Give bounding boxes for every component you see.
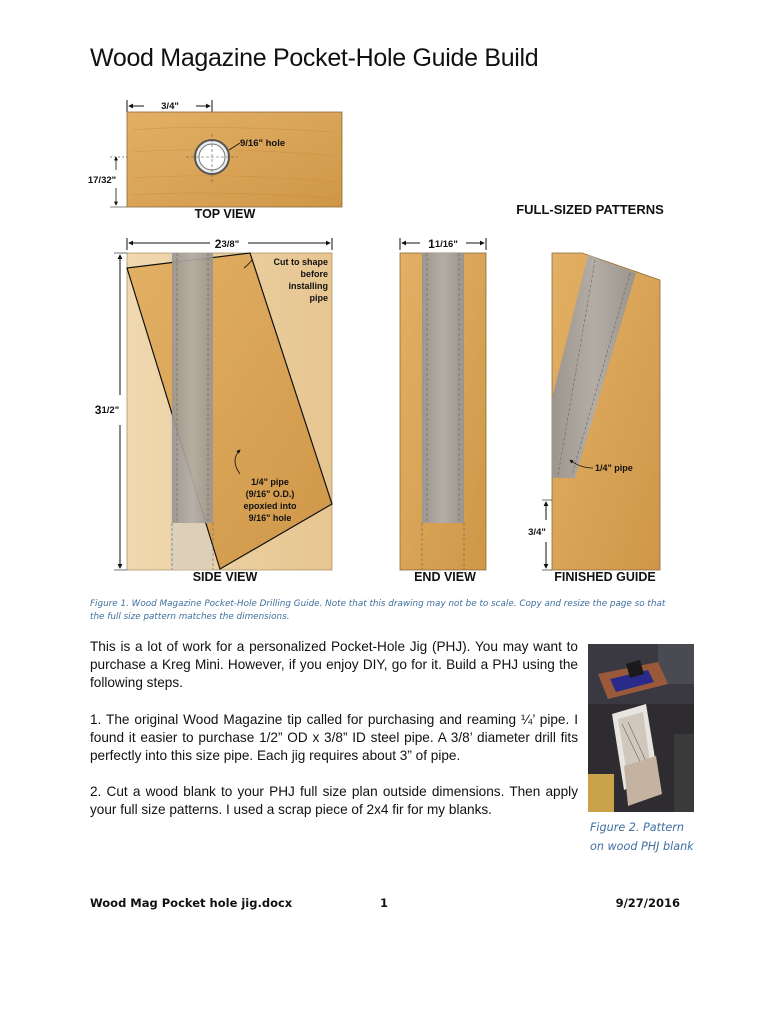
side-view-height-dim: 31/2" (94, 403, 120, 417)
side-view-label: SIDE VIEW (192, 570, 258, 584)
figure-1-diagram (80, 90, 680, 590)
finished-guide-label: FINISHED GUIDE (554, 570, 656, 584)
svg-text:9/16" hole: 9/16" hole (248, 513, 292, 523)
document-title: Wood Magazine Pocket-Hole Guide Build (90, 44, 539, 72)
body-paragraph: 1. The original Wood Magazine tip called for purchasing and reaming ¼’ pipe. I found it easier to purchase 1/2” OD x 3/8” ID steel pipe. A 3/8’ diameter drill fits perfectly into this size pipe. Each jig requires about 3” of pipe. (90, 711, 578, 764)
footer-page-number: 1 (380, 896, 389, 910)
svg-text:pipe: pipe (309, 293, 328, 303)
finished-guide-height-dim: 3/4" (528, 527, 546, 538)
side-view-pipe (172, 253, 213, 523)
svg-text:Cut to shape: Cut to shape (273, 257, 328, 267)
footer-date: 9/27/2016 (615, 896, 680, 910)
end-view (400, 237, 486, 584)
body-paragraph: 2. Cut a wood blank to your PHJ full size plan outside dimensions. Then apply your full size patterns. I used a scrap piece of 2x4 fir for my blanks. (90, 784, 578, 818)
end-view-pipe (422, 253, 464, 523)
page-footer (90, 896, 680, 912)
svg-text:1/4" pipe: 1/4" pipe (251, 477, 289, 487)
body-paragraph: This is a lot of work for a personalized Pocket-Hole Jig (PHJ). You may want to purchase a Kreg Mini. However, if you enjoy DIY, go for it. Build a PHJ using the following steps. (90, 639, 578, 691)
svg-text:epoxied into: epoxied into (243, 501, 297, 511)
top-view-board (127, 112, 342, 207)
top-view-height-dim: 17/32" (87, 175, 117, 186)
top-view-label: TOP VIEW (194, 207, 256, 221)
top-view-hole-note: 9/16" hole (240, 138, 286, 149)
finished-guide-pipe-note: 1/4" pipe (595, 463, 633, 473)
top-view-width-dim: 3/4" (161, 101, 179, 112)
end-view-width-dim: 11/16" (428, 237, 458, 251)
figure-2-photo (588, 644, 694, 812)
side-view-width-dim: 23/8" (214, 237, 240, 251)
top-view (88, 100, 342, 221)
svg-text:installing: installing (288, 281, 328, 291)
body-text (90, 638, 578, 838)
finished-guide (528, 253, 660, 584)
svg-text:(9/16" O.D.): (9/16" O.D.) (245, 489, 295, 499)
end-view-label: END VIEW (414, 570, 476, 584)
figure-1-caption: Figure 1. Wood Magazine Pocket-Hole Drilling Guide. Note that this drawing may not be to scale. Copy and resize the page so that the full size pattern matches the dimensions. (90, 599, 666, 622)
full-sized-patterns-heading: FULL-SIZED PATTERNS (516, 202, 664, 217)
figure-2-caption: Figure 2. Pattern on wood PHJ blank (590, 821, 694, 853)
footer-filename: Wood Mag Pocket hole jig.docx (90, 896, 293, 910)
side-view (95, 237, 332, 584)
svg-text:before: before (300, 269, 328, 279)
